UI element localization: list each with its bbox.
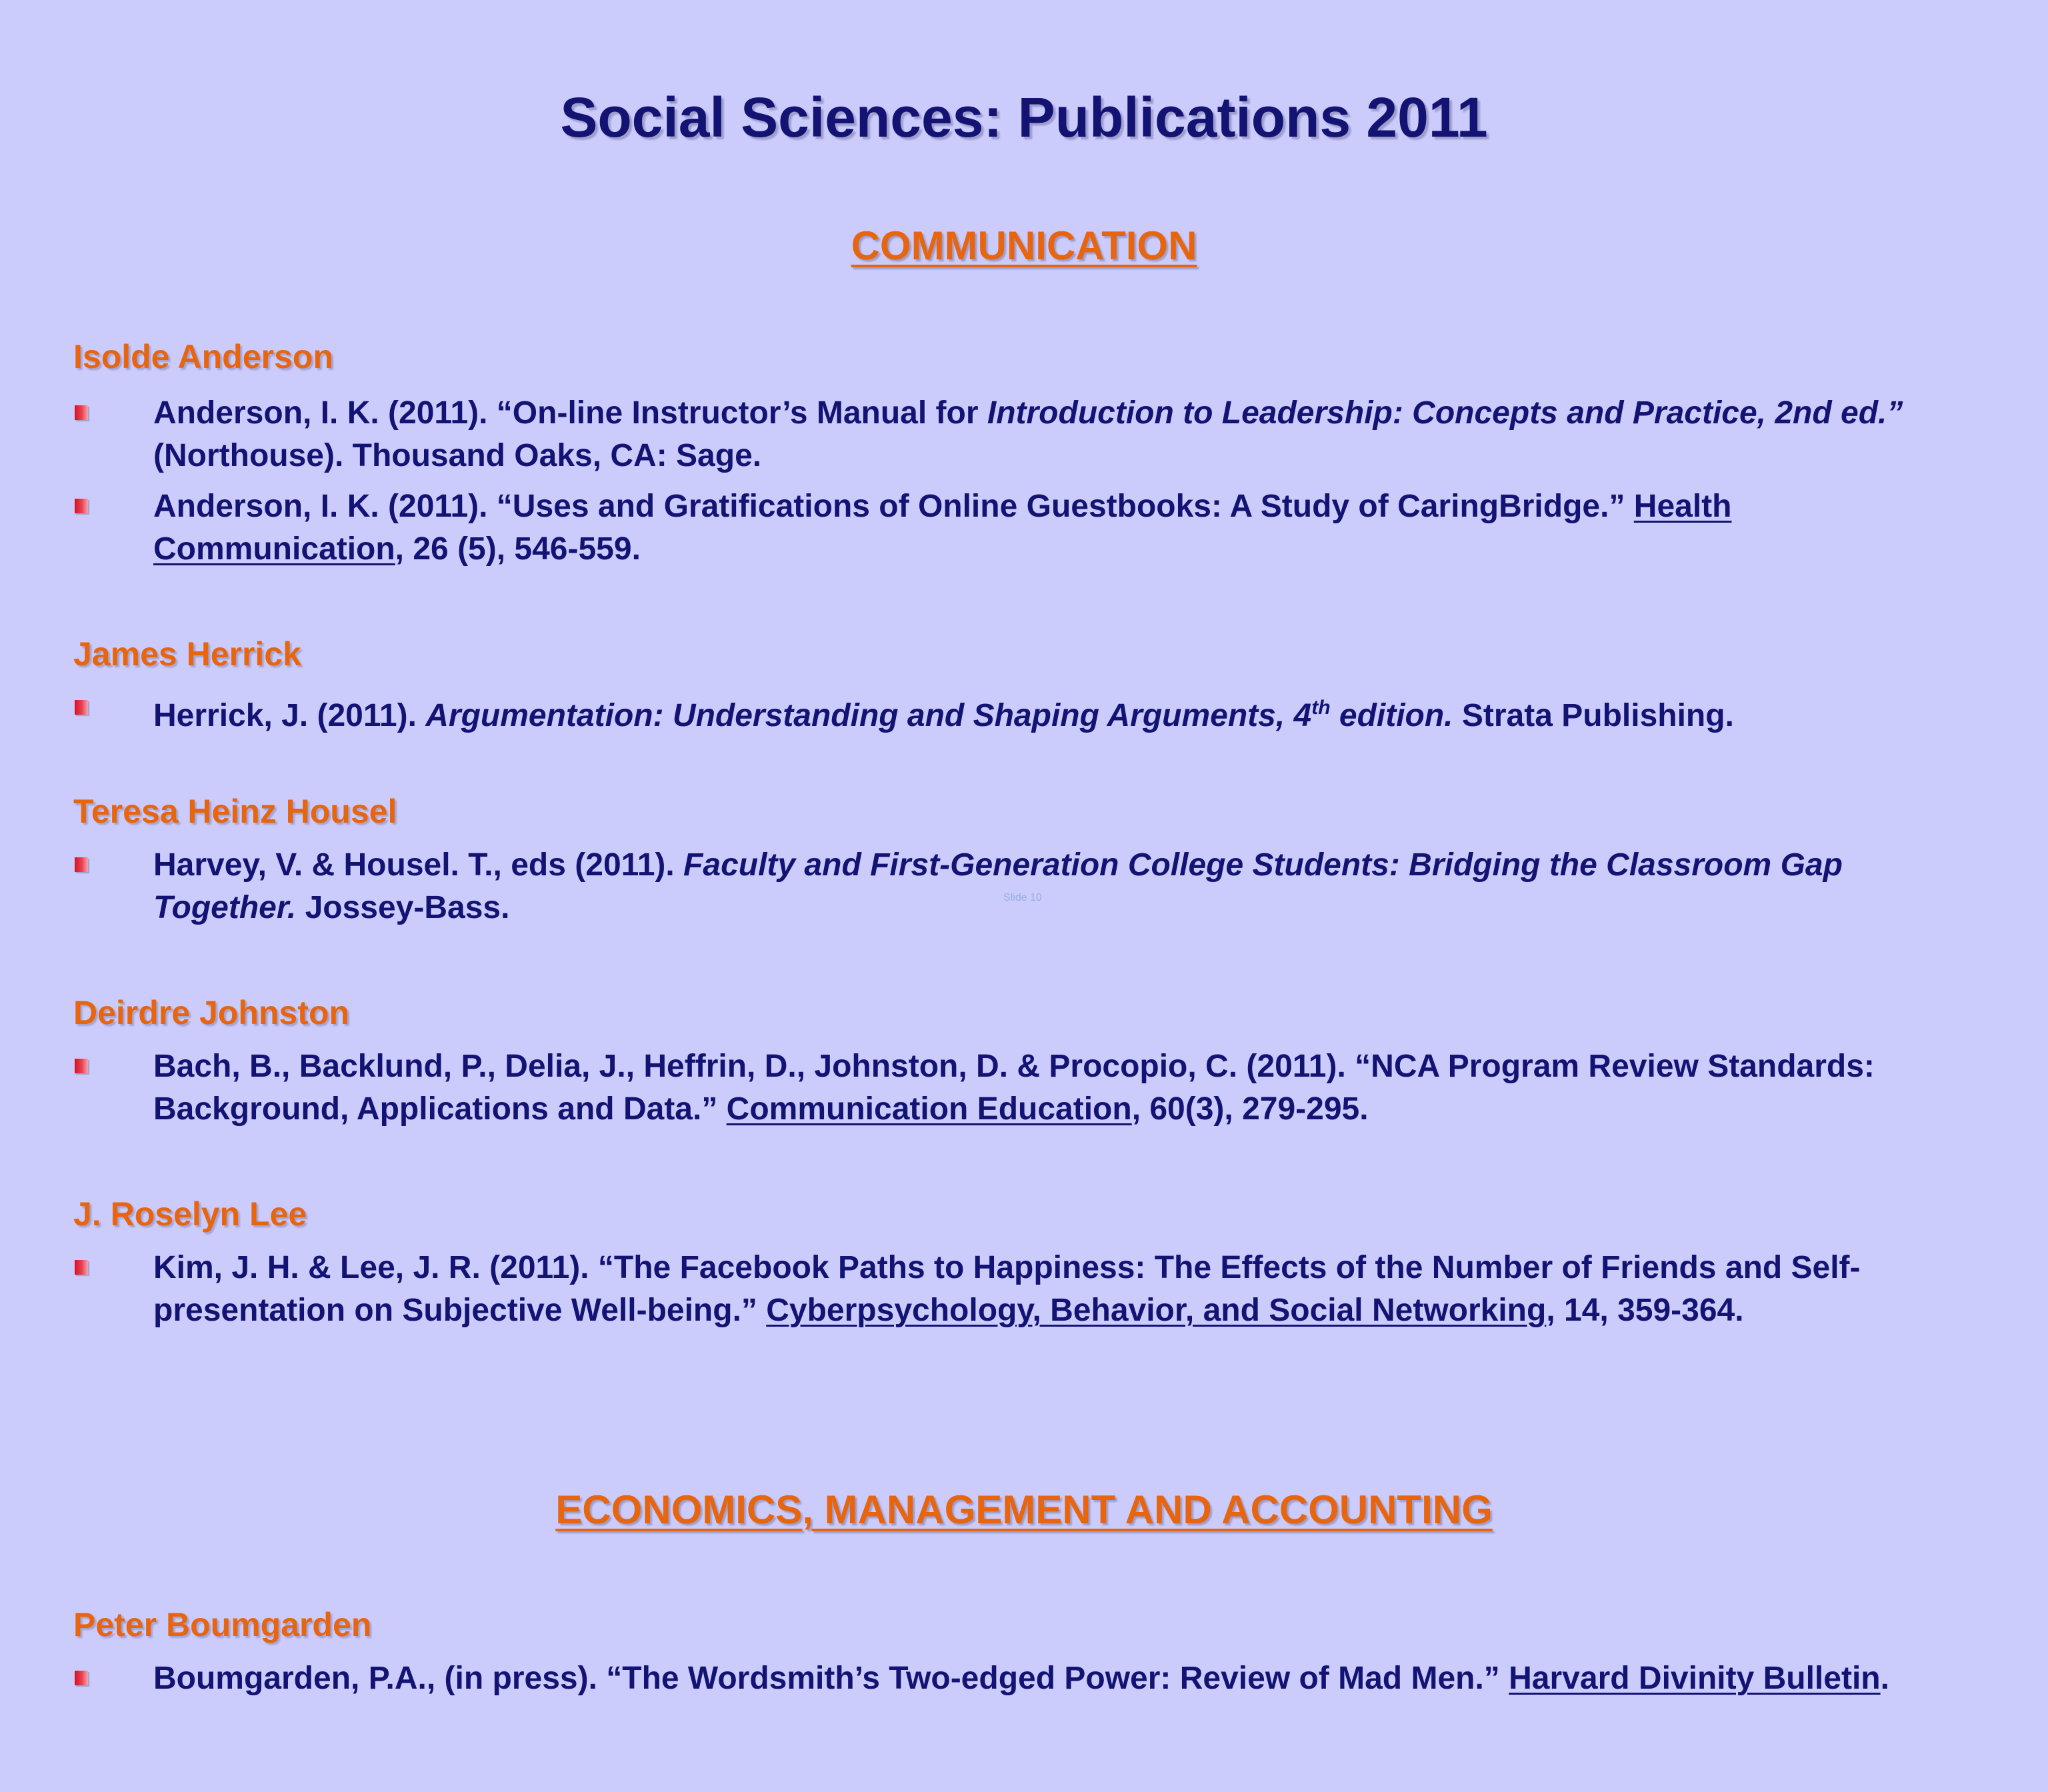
publication-entry (153, 1045, 1940, 1131)
bullet-icon (75, 857, 88, 872)
citation-text: Strata Publishing. (1453, 698, 1734, 733)
citation-title: Argumentation: Understanding and Shaping Arguments, 4 (425, 698, 1312, 733)
author-name-isolde-anderson: Isolde Anderson (73, 338, 333, 375)
citation-text: (Northouse). Thousand Oaks, CA: Sage. (153, 438, 762, 473)
journal-title: Communication Education (726, 1091, 1132, 1127)
journal-title: Harvard Divinity Bulletin (1509, 1661, 1881, 1696)
citation-text: Boumgarden, P.A., (in press). “The Wordsmith’s Two-edged Power: Review of Mad Men.” (153, 1661, 1509, 1696)
author-name-deirdre-johnston: Deirdre Johnston (73, 994, 349, 1031)
citation-text: Herrick, J. (2011). (153, 698, 426, 733)
publication-entry (153, 1657, 1940, 1700)
publication-entry (153, 844, 1940, 929)
citation-text: Kim, J. H. & Lee, J. R. (2011). “The Facebook Paths to Happiness: The Effects of the Number of Friends and Self-presentation on Subjective Well-being.” (153, 1250, 1861, 1328)
journal-title: Cyberpsychology, Behavior, and Social Networking (766, 1293, 1547, 1328)
bullet-icon (75, 1059, 88, 1073)
section-heading-communication: COMMUNICATION (851, 223, 1197, 268)
author-name-j-roselyn-lee: J. Roselyn Lee (73, 1195, 307, 1233)
page-title: Social Sciences: Publications 2011 (560, 86, 1488, 149)
citation-text: Bach, B., Backlund, P., Delia, J., Heffrin, D., Johnston, D. & Procopio, C. (2011). “NCA Program Review Standards: Background, Applications and Data.” (153, 1049, 1875, 1127)
author-name-james-herrick: James Herrick (73, 635, 301, 673)
slide-label: Slide 10 (1003, 892, 1042, 903)
publication-entry (153, 687, 1940, 737)
citation-title: Faculty and First-Generation College Students: Bridging the Classroom Gap Together. (153, 847, 1843, 925)
bullet-icon (75, 499, 88, 513)
superscript: th (1311, 697, 1331, 719)
citation-text: . (1880, 1661, 1889, 1696)
bullet-icon (75, 1260, 88, 1275)
bullet-icon (75, 1671, 88, 1685)
author-name-peter-boumgarden: Peter Boumgarden (73, 1606, 372, 1643)
citation-text: Harvey, V. & Housel. T., eds (2011). (153, 847, 684, 883)
publication-entry (153, 485, 1940, 571)
bullet-icon (75, 405, 88, 420)
citation-text: , 60(3), 279-295. (1131, 1091, 1369, 1127)
citation-title: edition. (1330, 698, 1453, 733)
bullet-icon (75, 700, 88, 715)
citation-text: , 14, 359-364. (1546, 1293, 1744, 1328)
citation-text: , 26 (5), 546-559. (395, 531, 641, 567)
citation-text: Anderson, I. K. (2011). “On-line Instructor’s Manual for (153, 395, 987, 431)
journal-title: Health Communication (153, 489, 1732, 567)
publication-entry (153, 1247, 1940, 1332)
citation-title: Introduction to Leadership: Concepts and Practice, 2nd ed.” (987, 395, 1903, 431)
publication-entry (153, 392, 1940, 477)
section-heading-economics: ECONOMICS, MANAGEMENT AND ACCOUNTING (555, 1487, 1493, 1532)
citation-text: Jossey-Bass. (296, 890, 510, 925)
citation-text: Anderson, I. K. (2011). “Uses and Gratifications of Online Guestbooks: A Study of CaringBridge.” (153, 489, 1634, 524)
author-name-teresa-heinz-housel: Teresa Heinz Housel (73, 793, 397, 830)
